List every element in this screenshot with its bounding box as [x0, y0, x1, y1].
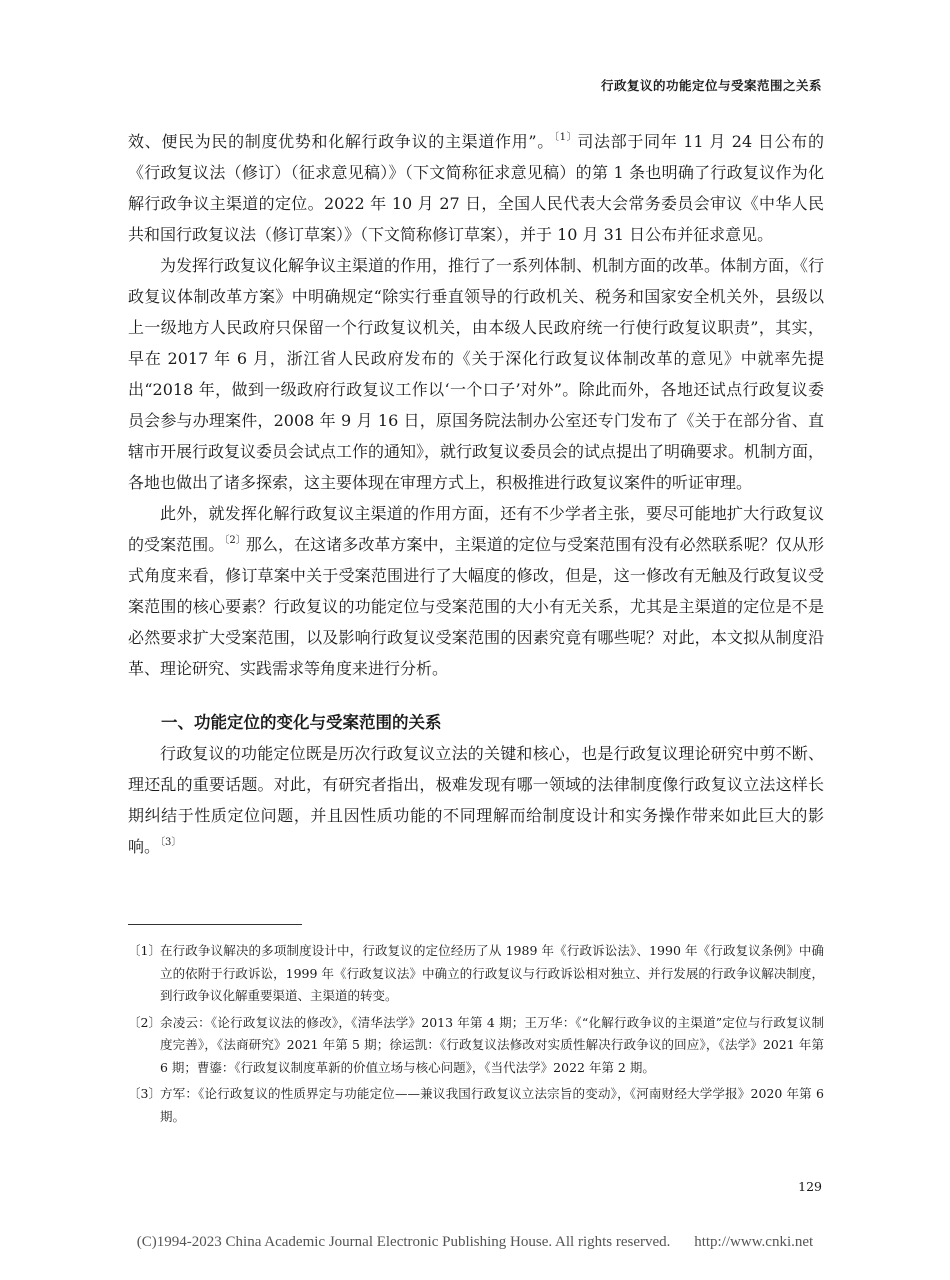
footnote-number: 〔1〕 — [128, 943, 161, 958]
copyright-text: (C)1994-2023 China Academic Journal Electronic Publishing House. All rights reserved. — [136, 1234, 671, 1250]
running-header: 行政复议的功能定位与受案范围之关系 — [600, 78, 822, 93]
page-number: 129 — [798, 1179, 822, 1194]
paragraph-1-part-a: 效、便民为民的制度优势和化解行政争议的主渠道作用”。 — [128, 132, 554, 151]
paragraph-4-text: 行政复议的功能定位既是历次行政复议立法的关键和核心，也是行政复议理论研究中剪不断、理还乱的重要话题。对此，有研究者指出，极难发现有哪一领域的法律制度像行政复议立法这样长期纠结于性质定位问题，并且因性质功能的不同理解而给制度设计和实务操作带来如此巨大的影响。 — [128, 744, 824, 856]
paragraph-2: 为发挥行政复议化解争议主渠道的作用，推行了一系列体制、机制方面的改革。体制方面，《行政复议体制改革方案》中明确规定“除实行垂直领导的行政机关、税务和国家安全机关外，县级以上一级地方人民政府只保留一个行政复议机关，由本级人民政府统一行使行政复议职责”，其实，早在 2017 年 6 月，浙江省人民政府发布的《关于深化行政复议体制改革的意见》中就率先提出“2018 年，做到一级政府行政复议工作以‘一个口子’对外”。除此而外，各地还试点行政复议委员会参与办理案件，2008 年 9 月 16 日，原国务院法制办公室还专门发布了《关于在部分省、直辖市开展行政复议委员会试点工作的通知》，就行政复议委员会的试点提出了明确要求。机制方面，各地也做出了诸多探索，这主要体现在审理方式上，积极推进行政复议案件的听证审理。 — [128, 256, 825, 492]
footnote-text: 方军：《论行政复议的性质界定与功能定位——兼议我国行政复议立法宗旨的变动》，《河南财经大学学报》2020 年第 6 期。 — [160, 1086, 824, 1124]
paragraph-3-part-b: 那么，在这诸多改革方案中，主渠道的定位与受案范围有没有必然联系呢？仅从形式角度来看，修订草案中关于受案范围进行了大幅度的修改，但是，这一修改有无触及行政复议受案范围的核心要素？行政复议的功能定位与受案范围的大小有无关系，尤其是主渠道的定位是不是必然要求扩大受案范围，以及影响行政复议受案范围的因素究竟有哪些呢？对此，本文拟从制度沿革、理论研究、实践需求等角度来进行分析。 — [128, 535, 824, 678]
footnote-3 — [128, 1083, 824, 1128]
paragraph-1-part-b: 司法部于同年 11 月 24 日公布的《行政复议法（修订）（征求意见稿）》（下文简称征求意见稿）的第 1 条也明确了行政复议作为化解行政争议主渠道的定位。2022 年 10 月 27 日，全国人民代表大会常务委员会审议《中华人民共和国行政复议法（修订草案）》（下文简称修订草案），并于 10 月 31 日公布并征求意见。 — [128, 132, 824, 244]
footnote-number: 〔2〕 — [128, 1014, 161, 1030]
footnote-number: 〔3〕 — [128, 1086, 161, 1101]
footnote-ref-2[interactable]: 〔2〕 — [224, 535, 246, 546]
body-text — [128, 126, 824, 862]
footnote-divider — [128, 924, 302, 925]
paragraph-1 — [128, 126, 824, 250]
footnotes — [128, 940, 824, 1132]
footnote-2 — [128, 1012, 824, 1080]
copyright-footer — [0, 1234, 950, 1251]
footnote-text: 在行政争议解决的多项制度设计中，行政复议的定位经历了从 1989 年《行政诉讼法》、1990 年《行政复议条例》中确立的依附于行政诉讼，1999 年《行政复议法》中确立的行政复议与行政诉讼相对独立、并行发展的行政争议解决制度，到行政争议化解重要渠道、主渠道的转变。 — [160, 943, 824, 1003]
paragraph-3-part-a: 此外，就发挥化解行政复议主渠道的作用方面，还有不少学者主张，要尽可能地扩大行政复议的受案范围。 — [128, 504, 824, 554]
paragraph-4 — [128, 738, 824, 862]
footnote-text: 余凌云：《论行政复议法的修改》，《清华法学》2013 年第 4 期；王万华：《“化解行政争议的主渠道”定位与行政复议制度完善》，《法商研究》2021 年第 5 期；徐运凯：《行政复议法修改对实质性解决行政争议的回应》，《法学》2021 年第 6 期；曹鎏：《行政复议制度革新的价值立场与核心问题》，《当代法学》2022 年第 2 期。 — [160, 1014, 824, 1075]
footnote-ref-3[interactable]: 〔3〕 — [160, 837, 182, 848]
source-url[interactable]: http://www.cnki.net — [694, 1234, 814, 1250]
footnote-ref-1[interactable]: 〔1〕 — [553, 132, 578, 143]
section-heading-1: 一、功能定位的变化与受案范围的关系 — [161, 713, 442, 732]
paragraph-3 — [128, 498, 824, 684]
footnote-1 — [128, 940, 824, 1008]
